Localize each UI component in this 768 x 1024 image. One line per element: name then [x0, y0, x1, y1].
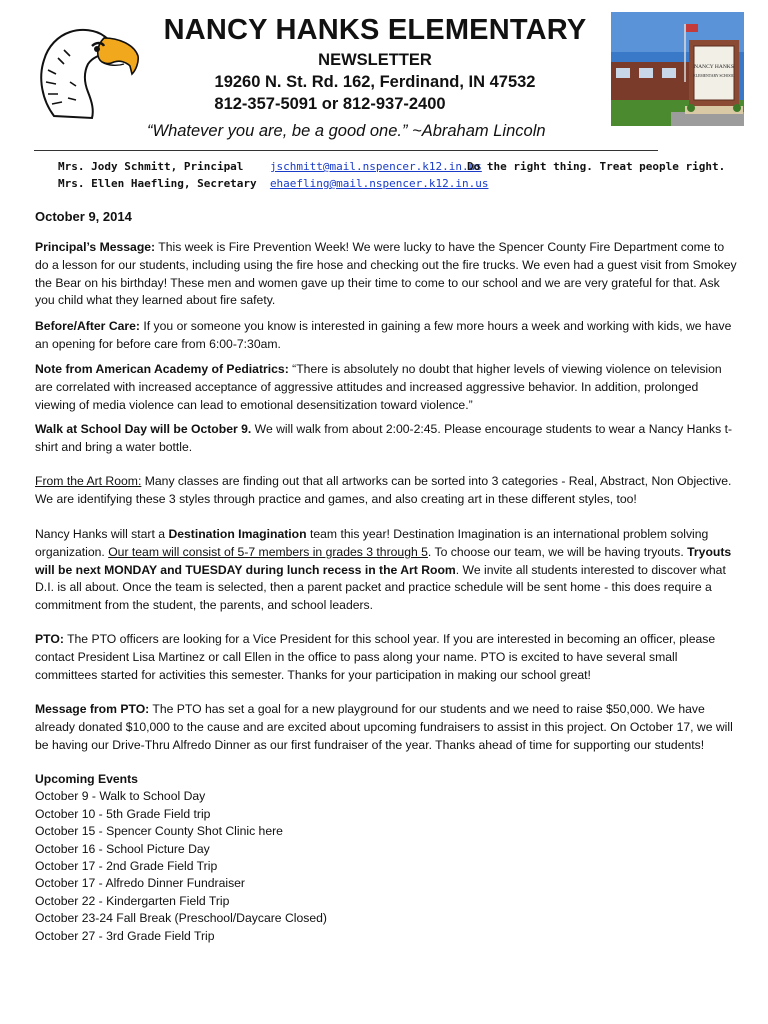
di-text: . To choose our team, we will be having tryouts.: [427, 544, 688, 559]
event-item: October 15 - Spencer County Shot Clinic here: [35, 824, 283, 839]
secretary-email-link[interactable]: ehaefling@mail.nspencer.k12.in.us: [269, 177, 489, 190]
principal-message-heading: Principal’s Message:: [35, 240, 156, 254]
di-title: Destination Imagination: [168, 527, 307, 541]
pto-heading: PTO:: [35, 632, 64, 646]
header-divider: [34, 150, 658, 151]
art-body: Many classes are finding out that all artworks can be sorted into 3 categories - Real, Abstract, Non Objective. We are identifying these 3 styles through practice and games, and also creating art in these different styles, too!: [35, 474, 732, 506]
school-motto: Do the right thing. Treat people right.: [467, 160, 726, 173]
event-item: October 23-24 Fall Break (Preschool/Daycare Closed): [35, 911, 327, 926]
upcoming-events: [35, 771, 327, 945]
events-heading: Upcoming Events: [35, 772, 138, 786]
secretary-name: Mrs. Ellen Haefling, Secretary: [58, 177, 257, 190]
principal-message: [35, 239, 740, 310]
care-body: If you or someone you know is interested in gaining a few more hours a week and working with kids, we have an opening for before care from 6:00-7:30am.: [35, 319, 732, 351]
school-phone: 812-357-5091 or 812-937-2400: [214, 95, 446, 113]
school-address: 19260 N. St. Rd. 162, Ferdinand, IN 47532: [214, 73, 536, 91]
event-item: October 10 - 5th Grade Field trip: [35, 806, 211, 821]
sign-text: NANCY HANKS: [694, 64, 734, 70]
pto-section: [35, 631, 740, 684]
walk-to-school: [35, 421, 740, 457]
art-heading: From the Art Room:: [35, 474, 142, 488]
event-item: October 9 - Walk to School Day: [35, 789, 206, 804]
newsletter-date: October 9, 2014: [35, 209, 132, 224]
di-text: team this year! Destination Imagination is an international problem solving organization.: [35, 527, 709, 559]
event-item: October 22 - Kindergarten Field Trip: [35, 893, 230, 908]
destination-imagination: [35, 526, 740, 615]
aap-note: [35, 361, 740, 414]
aap-heading: Note from American Academy of Pediatrics:: [35, 362, 289, 376]
principal-message-body: This week is Fire Prevention Week! We were lucky to have the Spencer County Fire Department come to do a lesson for our students, including using the fire hose and checking out the fire trucks. We even had a guest visit from Smokey the Bear on his birthday! These men and women gave up their time to come to our school and we are very grateful for that. Ask you child what they learned about fire safety.: [35, 240, 737, 308]
secretary-contact: [58, 177, 488, 190]
pto-message: [35, 701, 740, 754]
principal-name: Mrs. Jody Schmitt, Principal: [58, 160, 244, 173]
pto-message-body: The PTO has set a goal for a new playground for our students and we need to raise $50,000. We have already donated $10,000 to the cause and are excited about upcoming fundraisers to assist in this project. On October 17, we will be having our Drive-Thru Alfredo Dinner as our first fundraiser of the year. Thanks ahead of time for supporting our students!: [35, 702, 733, 752]
di-tryouts: Tryouts will be next MONDAY and TUESDAY during lunch recess in the Art Room: [35, 544, 732, 577]
art-room: [35, 473, 740, 509]
care-heading: Before/After Care:: [35, 319, 140, 333]
aap-body: “There is absolutely no doubt that higher levels of viewing violence on television are correlated with increased acceptance of aggressive attitudes and increased aggressive behavior. In addition, prolonged viewing of media violence can lead to emotional desensitization toward violence.”: [35, 362, 722, 412]
di-text: . We invite all students interested to discover what D.I. is all about. Once the team is selected, then a parent packet and practice schedule will be sent home - this does require a commitment from the student, the parents, and school leaders.: [35, 562, 726, 613]
newsletter-label: NEWSLETTER: [318, 51, 432, 69]
event-item: October 17 - 2nd Grade Field Trip: [35, 859, 218, 874]
school-name: NANCY HANKS ELEMENTARY: [163, 14, 587, 46]
sign-text: ELEMENTARY SCHOOL: [693, 74, 735, 78]
before-after-care: [35, 318, 740, 354]
pto-message-heading: Message from PTO:: [35, 702, 150, 716]
di-text: Nancy Hanks will start a: [35, 527, 169, 541]
school-building-photo: [611, 12, 744, 126]
di-team-size: Our team will consist of 5-7 members in grades 3 through 5: [108, 544, 428, 559]
event-item: October 27 - 3rd Grade Field Trip: [35, 928, 215, 943]
lincoln-quote: “Whatever you are, be a good one.” ~Abraham Lincoln: [147, 122, 546, 140]
pto-body: The PTO officers are looking for a Vice President for this school year. If you are interested in becoming an officer, please contact President Lisa Martinez or call Ellen in the office to pass along your name. PTO is excited to have several small committees started for activities this semester. Thanks for your participation in making our school great!: [35, 632, 716, 682]
principal-email-link[interactable]: jschmitt@mail.nspencer.k12.in.us: [269, 160, 482, 173]
principal-contact: [58, 160, 482, 173]
walk-heading: Walk at School Day will be October 9.: [35, 422, 252, 436]
event-item: October 17 - Alfredo Dinner Fundraiser: [35, 876, 245, 891]
walk-body: We will walk from about 2:00-2:45. Please encourage students to wear a Nancy Hanks t-shirt and bring a water bottle.: [35, 422, 733, 454]
event-item: October 16 - School Picture Day: [35, 841, 210, 856]
